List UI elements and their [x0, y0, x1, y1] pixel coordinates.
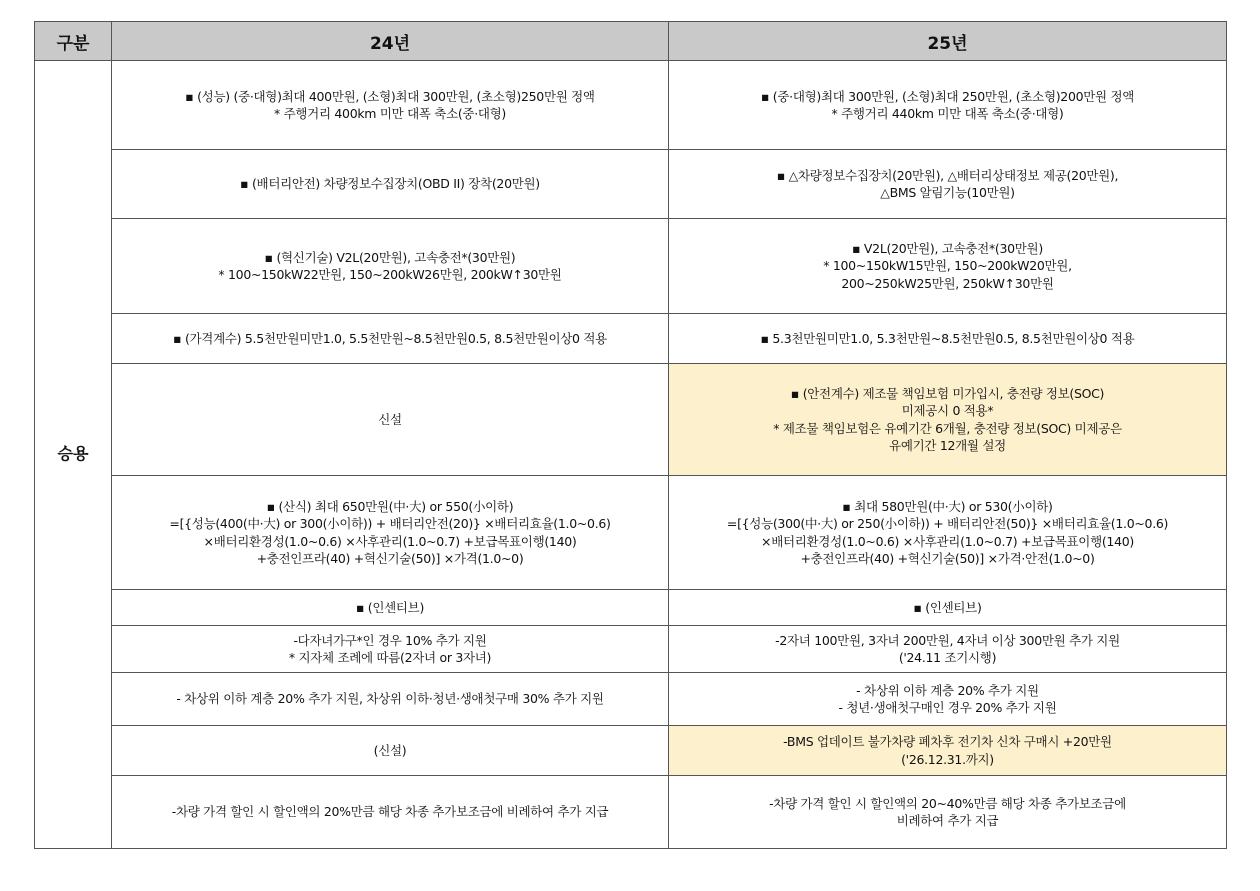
cell-2024 — [112, 61, 669, 150]
comparison-table — [34, 21, 1227, 849]
table-row — [35, 626, 1227, 673]
cell-2024 — [112, 364, 669, 476]
cell-2025 — [669, 626, 1227, 673]
cell-line: ('26.12.31.까지) — [901, 751, 994, 767]
cell-line: ▪ (배터리안전) 차량정보수집장치(OBD II) 장착(20만원) — [240, 176, 540, 192]
cell-2025 — [669, 219, 1227, 314]
cell-2024 — [112, 219, 669, 314]
table-header — [35, 22, 1227, 61]
header-year-2025: 25년 — [669, 22, 1227, 61]
table-row — [35, 219, 1227, 314]
cell-line: ×배터리환경성(1.0~0.6) ×사후관리(1.0~0.7) +보급목표이행(140) — [761, 533, 1134, 549]
cell-line: 유예기간 12개월 설정 — [889, 437, 1006, 453]
cell-line: -2자녀 100만원, 3자녀 200만원, 4자녀 이상 300만원 추가 지원 — [775, 632, 1120, 648]
cell-line: ▪ V2L(20만원), 고속충전*(30만원) — [852, 241, 1043, 257]
table-row — [35, 590, 1227, 626]
cell-2025 — [669, 150, 1227, 219]
cell-line: ▪ 5.3천만원미만1.0, 5.3천만원~8.5천만원0.5, 8.5천만원이상0 적용 — [760, 330, 1135, 346]
cell-line: - 차상위 이하 계층 20% 추가 지원, 차상위 이하·청년·생애첫구매 30% 추가 지원 — [176, 691, 604, 707]
cell-2024 — [112, 314, 669, 364]
cell-line: -차량 가격 할인 시 할인액의 20%만큼 해당 차종 추가보조금에 비례하여 추가 지급 — [171, 804, 609, 820]
table-row — [35, 673, 1227, 726]
header-row — [35, 22, 1227, 61]
cell-2025 — [669, 673, 1227, 726]
table-body — [35, 61, 1227, 849]
table-row — [35, 726, 1227, 776]
cell-line: +충전인프라(40) +혁신기술(50)] ×가격(1.0~0) — [256, 550, 524, 566]
cell-line: ('24.11 조기시행) — [898, 650, 997, 665]
cell-2024 — [112, 476, 669, 590]
cell-2025 — [669, 476, 1227, 590]
cell-line: * 지자체 조례에 따름(2자녀 or 3자녀) — [288, 650, 492, 665]
cell-2024 — [112, 673, 669, 726]
cell-line: 미제공시 0 적용* — [901, 403, 994, 419]
cell-line: ▪ (인센티브) — [355, 599, 425, 615]
cell-line: =[{성능(300(中·大) or 250(小이하)) + 배터리안전(50)} ×배터리효율(1.0~0.6) — [726, 516, 1169, 532]
table-row — [35, 364, 1227, 476]
cell-line: ▪ △차량정보수집장치(20만원), △배터리상태정보 제공(20만원), — [776, 167, 1119, 183]
header-year-2024: 24년 — [112, 22, 669, 61]
header-category: 구분 — [35, 22, 112, 61]
cell-2024 — [112, 590, 669, 626]
cell-line: ▪ (산식) 최대 650만원(中·大) or 550(小이하) — [266, 499, 514, 514]
cell-line: +충전인프라(40) +혁신기술(50)] ×가격·안전(1.0~0) — [800, 550, 1095, 566]
cell-line: * 주행거리 440km 미만 대폭 축소(중·대형) — [831, 106, 1064, 121]
cell-line: △BMS 알림기능(10만원) — [880, 185, 1015, 200]
cell-line: -차량 가격 할인 시 할인액의 20~40%만큼 해당 차종 추가보조금에 — [769, 795, 1126, 811]
cell-line: ▪ (가격계수) 5.5천만원미만1.0, 5.5천만원~8.5천만원0.5, 8.5천만원이상0 적용 — [173, 330, 607, 346]
cell-2024 — [112, 726, 669, 776]
cell-line: - 청년·생애첫구매인 경우 20% 추가 지원 — [838, 700, 1057, 715]
cell-2024 — [112, 776, 669, 849]
cell-line: * 100~150kW22만원, 150~200kW26만원, 200kW↑30만원 — [218, 267, 562, 282]
table-row — [35, 476, 1227, 590]
cell-2024 — [112, 626, 669, 673]
cell-line: * 제조물 책임보험은 유예기간 6개월, 충전량 정보(SOC) 미제공은 — [773, 420, 1122, 436]
cell-line: ▪ (성능) (중·대형)최대 400만원, (소형)최대 300만원, (초소형)250만원 정액 — [185, 88, 595, 104]
cell-2025 — [669, 314, 1227, 364]
cell-line: =[{성능(400(中·大) or 300(小이하)) + 배터리안전(20)} ×배터리효율(1.0~0.6) — [169, 516, 611, 532]
cell-2025 — [669, 364, 1227, 476]
table-row — [35, 150, 1227, 219]
cell-line: 비례하여 추가 지급 — [896, 813, 999, 828]
cell-2025 — [669, 61, 1227, 150]
cell-line: ▪ (인센티브) — [913, 599, 982, 615]
cell-line: ▪ (중·대형)최대 300만원, (소형)최대 250만원, (초소형)200만원 정액 — [760, 88, 1135, 104]
cell-2025 — [669, 590, 1227, 626]
cell-line: ▪ 최대 580만원(中·大) or 530(小이하) — [842, 499, 1053, 514]
cell-line: 200~250kW25만원, 250kW↑30만원 — [841, 275, 1054, 291]
cell-2025 — [669, 726, 1227, 776]
cell-2024 — [112, 150, 669, 219]
cell-line: -다자녀가구*인 경우 10% 추가 지원 — [293, 632, 487, 648]
cell-line: ▪ (혁신기술) V2L(20만원), 고속충전*(30만원) — [264, 249, 516, 265]
cell-line: ▪ (안전계수) 제조물 책임보험 미가입시, 충전량 정보(SOC) — [790, 386, 1105, 401]
cell-line: - 차상위 이하 계층 20% 추가 지원 — [856, 682, 1039, 698]
table-row — [35, 314, 1227, 364]
cell-line: 신설 — [378, 411, 402, 427]
cell-line: * 100~150kW15만원, 150~200kW20만원, — [823, 258, 1072, 274]
table-row — [35, 61, 1227, 150]
cell-line: ×배터리환경성(1.0~0.6) ×사후관리(1.0~0.7) +보급목표이행(140) — [203, 533, 577, 549]
cell-line: -BMS 업데이트 불가차량 폐차후 전기차 신차 구매시 +20만원 — [783, 734, 1112, 750]
category-cell: 승용 — [35, 61, 112, 849]
cell-line: (신설) — [373, 742, 407, 758]
table-row — [35, 776, 1227, 849]
cell-2025 — [669, 776, 1227, 849]
cell-line: * 주행거리 400km 미만 대폭 축소(중·대형) — [274, 106, 506, 121]
